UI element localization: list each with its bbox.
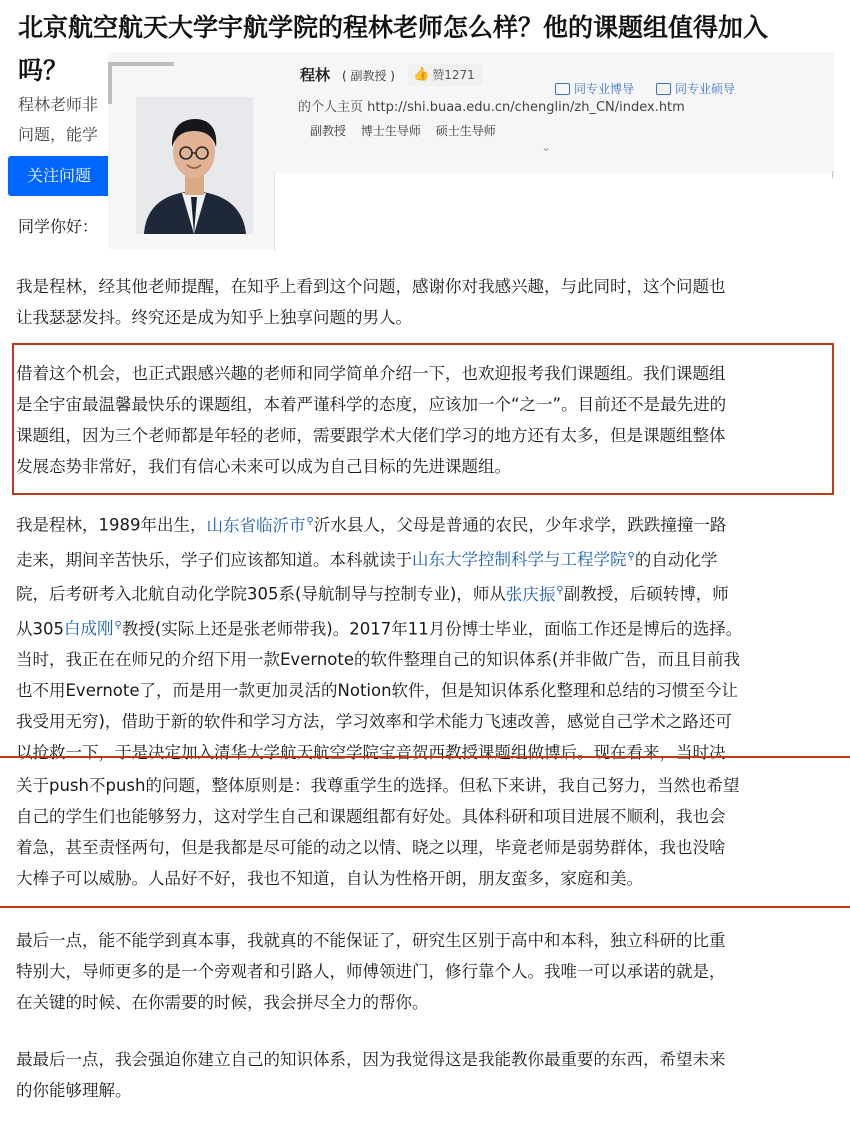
paragraph-line: 我受用无穷)，借助于新的软件和学习方法，学习效率和学术能力飞速改善，感觉自己学术之路还可 <box>16 712 732 731</box>
paragraph-line: 自己的学生们也能够努力，这对学生自己和课题组都有好处。具体科研和项目进展不顺利，我也会 <box>16 807 726 826</box>
question-title-line2: 吗？ <box>18 56 69 85</box>
link-text: 白成刚 <box>64 619 114 638</box>
doc-link-icon <box>656 83 671 95</box>
answer-paragraph-intro <box>16 271 838 333</box>
answer-paragraph-bio <box>16 506 838 768</box>
thumbs-up-icon: 👍 <box>413 67 430 82</box>
link-text: 山东省临沂市 <box>206 515 306 535</box>
like-count: 赞1271 <box>432 68 475 82</box>
text-run: 副教授，后硕转博，师 <box>563 584 729 604</box>
text-run: 从305 <box>16 619 64 638</box>
paragraph-line: 最后一点，能不能学到真本事，我就真的不能保证了，研究生区别于高中和本科，独立科研的比重 <box>16 931 726 950</box>
card-content-area <box>275 173 835 249</box>
paragraph-line: 关于push不push的问题，整体原则是：我尊重学生的选择。但私下来讲，我自己努力，当然也希望 <box>16 776 740 795</box>
teacher-role: ( 副教授 ) <box>342 69 395 83</box>
search-icon: ⚲ <box>306 516 314 527</box>
like-badge[interactable] <box>408 64 483 86</box>
paragraph-line: 发展态势非常好，我们有信心未来可以成为自己目标的先进课题组。 <box>16 457 511 476</box>
paragraph-line: 让我瑟瑟发抖。终究还是成为知乎上独享问题的男人。 <box>16 308 412 327</box>
tag-item: 博士生导师 <box>360 124 421 138</box>
link-zhang-qingzhen[interactable] <box>506 585 564 604</box>
paragraph-line: 当时，我正在在师兄的介绍下用一款Evernote的软件整理自己的知识体系(并非做广告，而且目前我 <box>16 650 740 669</box>
card-frame-decoration <box>108 62 112 104</box>
text-run: 沂水县人，父母是普通的农民，少年求学，跌跌撞撞一路 <box>313 515 727 535</box>
text-run: 的自动化学 <box>634 550 718 569</box>
question-snippet-line1: 程林老师非 <box>18 95 99 114</box>
tag-item: 副教授 <box>310 124 347 138</box>
link-label: 同专业硕导 <box>675 82 736 96</box>
teacher-avatar <box>136 97 253 234</box>
paragraph-line: 课题组，因为三个老师都是年轻的老师，需要跟学术大佬们学习的地方还有太多，但是课题组整体 <box>16 426 726 445</box>
search-icon: ⚲ <box>556 585 564 596</box>
paragraph-line: 最最后一点，我会强迫你建立自己的知识体系，因为我觉得这是我能教你最重要的东西，希望未来 <box>16 1050 726 1069</box>
paragraph-line <box>16 506 838 541</box>
answer-paragraph-push <box>16 770 850 894</box>
answer-paragraph-learning <box>16 925 850 1018</box>
tag-item: 硕士生导师 <box>435 124 496 138</box>
question-snippet-line2: 问题，能学 <box>18 125 99 144</box>
paragraph-line: 大棒子可以威胁。人品好不好，我也不知道，自认为性格开朗，朋友蛮多，家庭和美。 <box>16 869 643 888</box>
paragraph-line: 着急，甚至责怪两句，但是我都是尽可能的动之以情、晓之以理，毕竟老师是弱势群体，我也没啥 <box>16 838 726 857</box>
text-run: 我是程林，1989年出生， <box>16 515 207 535</box>
teacher-homepage-link[interactable]: 的个人主页 http://shi.buaa.edu.cn/chenglin/zh_CN/index.htm <box>298 100 685 115</box>
link-sdu-control-school[interactable] <box>412 550 635 569</box>
text-run: 院，后考研考入北航自动化学院305系(导航制导与控制专业)，师从 <box>16 584 506 604</box>
doc-link-icon <box>555 83 570 95</box>
paragraph-line <box>16 541 838 576</box>
link-text: 山东大学控制科学与工程学院 <box>412 550 627 569</box>
link-same-major-phd-advisor[interactable] <box>555 80 735 97</box>
link-bai-chenggang[interactable] <box>64 619 122 638</box>
follow-question-button[interactable]: 关注问题 <box>8 156 110 196</box>
paragraph-line: 借着这个机会，也正式跟感兴趣的老师和同学简单介绍一下，也欢迎报考我们课题组。我们课题组 <box>16 364 726 383</box>
paragraph-line: 在关键的时候、在你需要的时候，我会拼尽全力的帮你。 <box>16 993 429 1012</box>
answer-paragraph-knowledge <box>16 1044 850 1106</box>
text-run: 教授(实际上还是张老师带我)。2017年11月份博士毕业，面临工作还是博后的选择。 <box>121 619 743 638</box>
search-icon: ⚲ <box>627 550 635 562</box>
paragraph-line: 我是程林，经其他老师提醒，在知乎上看到这个问题，感谢你对我感兴趣，与此同时，这个问题也 <box>16 277 726 296</box>
paragraph-line: 特别大，导师更多的是一个旁观者和引路人，师傅领进门，修行靠个人。我唯一可以承诺的就是， <box>16 962 726 981</box>
teacher-tags <box>310 122 507 139</box>
chevron-down-icon[interactable]: ⌄ <box>541 140 552 154</box>
teacher-name[interactable]: 程林 <box>300 66 331 84</box>
text-run: 走来，期间辛苦快乐，学子们应该都知道。本科就读于 <box>16 550 412 569</box>
link-text: 张庆振 <box>505 584 556 604</box>
link-linyi[interactable] <box>207 516 314 535</box>
paragraph-line: 是全宇宙最温馨最快乐的课题组，本着严谨科学的态度，应该加一个“之一”。目前还不是最先进的 <box>16 395 727 414</box>
answer-paragraph-group-intro <box>16 358 831 482</box>
paragraph-line <box>16 610 838 645</box>
scroll-handle[interactable]: ⁞ <box>831 170 835 181</box>
avatar-portrait <box>136 97 253 234</box>
link-label: 同专业博导 <box>574 82 635 96</box>
card-frame-decoration <box>108 62 174 66</box>
paragraph-line: 也不用Evernote了，而是用一款更加灵活的Notion软件，但是知识体系化整理和总结的习惯至今让 <box>16 681 739 700</box>
paragraph-line: 以抢救一下，于是决定加入清华大学航天航空学院宝音贺西教授课题组做博后。现在看来，当时决 <box>16 743 726 762</box>
search-icon: ⚲ <box>114 619 122 631</box>
question-title-line1: 北京航空航天大学宇航学院的程林老师怎么样？他的课题组值得加入 <box>18 13 769 42</box>
paragraph-line <box>16 575 838 610</box>
paragraph-line: 的你能够理解。 <box>16 1081 132 1100</box>
answer-greeting: 同学你好： <box>18 217 99 236</box>
